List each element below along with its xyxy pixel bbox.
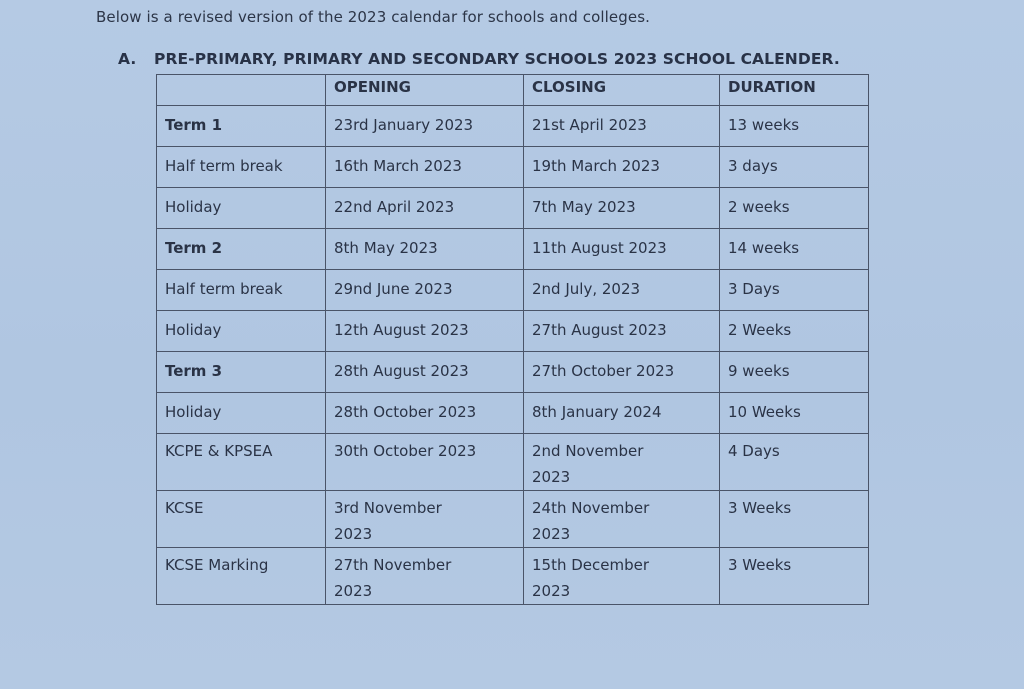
section-heading	[118, 50, 840, 68]
section-marker: A.	[118, 50, 137, 68]
row-opening	[326, 548, 524, 605]
row-closing: 2nd July, 2023	[524, 270, 720, 311]
table-row	[157, 311, 869, 352]
row-duration: 13 weeks	[720, 106, 869, 147]
table-row	[157, 270, 869, 311]
row-duration: 3 Weeks	[720, 548, 869, 605]
header-label-column	[157, 75, 326, 106]
header-opening: OPENING	[326, 75, 524, 106]
row-closing: 8th January 2024	[524, 393, 720, 434]
row-closing: 27th October 2023	[524, 352, 720, 393]
row-label: KCPE & KPSEA	[157, 434, 326, 491]
row-duration: 3 Weeks	[720, 491, 869, 548]
row-closing: 19th March 2023	[524, 147, 720, 188]
row-label: KCSE Marking	[157, 548, 326, 605]
row-label: Term 2	[157, 229, 326, 270]
row-duration: 3 days	[720, 147, 869, 188]
row-closing-text: 15th December 2023	[532, 556, 650, 600]
row-opening: 8th May 2023	[326, 229, 524, 270]
row-label: Holiday	[157, 393, 326, 434]
row-label: Half term break	[157, 270, 326, 311]
table-row	[157, 106, 869, 147]
row-opening-text: 3rd November 2023	[334, 499, 442, 543]
row-duration: 9 weeks	[720, 352, 869, 393]
row-opening: 22nd April 2023	[326, 188, 524, 229]
row-duration: 14 weeks	[720, 229, 869, 270]
table-row	[157, 434, 869, 491]
row-label: Holiday	[157, 311, 326, 352]
table-row	[157, 352, 869, 393]
row-opening: 28th August 2023	[326, 352, 524, 393]
row-duration: 4 Days	[720, 434, 869, 491]
row-opening	[326, 491, 524, 548]
table-row	[157, 393, 869, 434]
row-closing	[524, 491, 720, 548]
row-closing-text: 24th November 2023	[532, 499, 650, 543]
header-duration: DURATION	[720, 75, 869, 106]
table-row	[157, 548, 869, 605]
row-closing	[524, 548, 720, 605]
row-label: Term 1	[157, 106, 326, 147]
row-closing: 27th August 2023	[524, 311, 720, 352]
table-header-row	[157, 75, 869, 106]
row-opening: 29nd June 2023	[326, 270, 524, 311]
table-row	[157, 229, 869, 270]
row-closing-text: 2nd November 2023	[532, 442, 644, 486]
row-opening: 30th October 2023	[326, 434, 524, 491]
row-label: Term 3	[157, 352, 326, 393]
row-closing: 7th May 2023	[524, 188, 720, 229]
row-opening-text: 27th November 2023	[334, 556, 452, 600]
row-opening: 23rd January 2023	[326, 106, 524, 147]
table-row	[157, 491, 869, 548]
school-calendar-table	[156, 74, 869, 605]
row-duration: 2 weeks	[720, 188, 869, 229]
section-title: PRE-PRIMARY, PRIMARY AND SECONDARY SCHOOLS 2023 SCHOOL CALENDER.	[154, 50, 840, 68]
intro-text: Below is a revised version of the 2023 calendar for schools and colleges.	[96, 8, 650, 26]
table-row	[157, 147, 869, 188]
row-label: Half term break	[157, 147, 326, 188]
row-duration: 2 Weeks	[720, 311, 869, 352]
row-opening: 28th October 2023	[326, 393, 524, 434]
row-label: Holiday	[157, 188, 326, 229]
row-duration: 3 Days	[720, 270, 869, 311]
header-closing: CLOSING	[524, 75, 720, 106]
row-closing: 11th August 2023	[524, 229, 720, 270]
table-row	[157, 188, 869, 229]
row-closing: 21st April 2023	[524, 106, 720, 147]
row-duration: 10 Weeks	[720, 393, 869, 434]
row-closing	[524, 434, 720, 491]
row-opening: 16th March 2023	[326, 147, 524, 188]
row-opening: 12th August 2023	[326, 311, 524, 352]
row-label: KCSE	[157, 491, 326, 548]
